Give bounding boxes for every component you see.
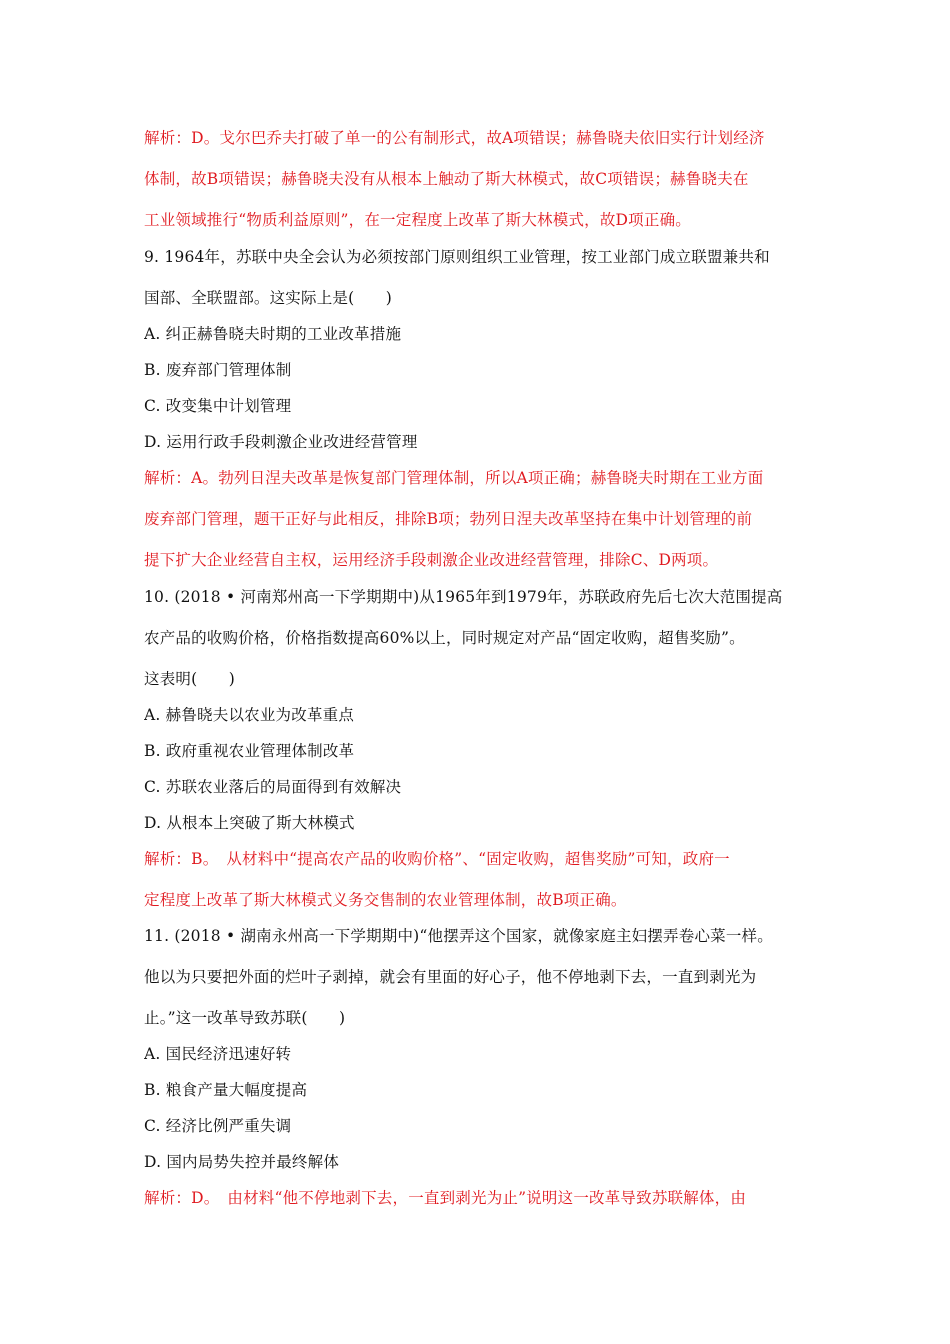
question-11-stem-line-1: 11. (2018 • 湖南永州高一下学期期中)“他摆弄这个国家，就像家庭主妇摆弄卷心菜一样。 [144,927,773,945]
question-9-stem-line-1: 9. 1964年，苏联中央全会认为必须按部门原则组织工业管理，按工业部门成立联盟兼共和 [144,248,770,266]
question-10-stem-line-3: 这表明( ) [144,670,235,688]
question-11-option-b: B. 粮食产量大幅度提高 [144,1081,308,1099]
question-11-option-a: A. 国民经济迅速好转 [144,1045,292,1063]
question-9-option-c: C. 改变集中计划管理 [144,397,292,415]
question-10-stem-line-1: 10. (2018 • 河南郑州高一下学期期中)从1965年到1979年，苏联政府先后七次大范围提高 [144,588,783,606]
analysis-9-line-3: 提下扩大企业经营自主权，运用经济手段刺激企业改进经营管理，排除C、D两项。 [144,551,719,569]
question-11-option-c: C. 经济比例严重失调 [144,1117,292,1135]
question-11-stem-line-2: 他以为只要把外面的烂叶子剥掉，就会有里面的好心子，他不停地剥下去，一直到剥光为 [144,968,757,986]
question-9-option-b: B. 废弃部门管理体制 [144,361,292,379]
question-9-option-a: A. 纠正赫鲁晓夫时期的工业改革措施 [144,325,402,343]
question-10-option-c: C. 苏联农业落后的局面得到有效解决 [144,778,402,796]
analysis-11-line-1: 解析：D。 由材料“他不停地剥下去，一直到剥光为止”说明这一改革导致苏联解体，由 [144,1189,747,1207]
analysis-10-line-1: 解析：B。 从材料中“提高农产品的收购价格”、“固定收购，超售奖励”可知，政府一 [144,850,730,868]
question-10-stem-line-2: 农产品的收购价格，价格指数提高60%以上，同时规定对产品“固定收购，超售奖励”。 [144,629,745,647]
analysis-8-line-3: 工业领域推行“物质利益原则”，在一定程度上改革了斯大林模式，故D项正确。 [144,211,691,229]
analysis-8-line-2: 体制，故B项错误；赫鲁晓夫没有从根本上触动了斯大林模式，故C项错误；赫鲁晓夫在 [144,170,749,188]
question-10-option-d: D. 从根本上突破了斯大林模式 [144,814,355,832]
question-9-option-d: D. 运用行政手段刺激企业改进经营管理 [144,433,418,451]
analysis-10-line-2: 定程度上改革了斯大林模式义务交售制的农业管理体制，故B项正确。 [144,891,627,909]
question-9-stem-line-2: 国部、全联盟部。这实际上是( ) [144,289,392,307]
analysis-8-line-1: 解析：D。戈尔巴乔夫打破了单一的公有制形式，故A项错误；赫鲁晓夫依旧实行计划经济 [144,129,765,147]
question-10-option-a: A. 赫鲁晓夫以农业为改革重点 [144,706,355,724]
question-10-option-b: B. 政府重视农业管理体制改革 [144,742,355,760]
analysis-9-line-2: 废弃部门管理，题干正好与此相反，排除B项；勃列日涅夫改革坚持在集中计划管理的前 [144,510,753,528]
analysis-9-line-1: 解析：A。勃列日涅夫改革是恢复部门管理体制，所以A项正确；赫鲁晓夫时期在工业方面 [144,469,764,487]
question-11-option-d: D. 国内局势失控并最终解体 [144,1153,340,1171]
question-11-stem-line-3: 止。”这一改革导致苏联( ) [144,1009,346,1027]
